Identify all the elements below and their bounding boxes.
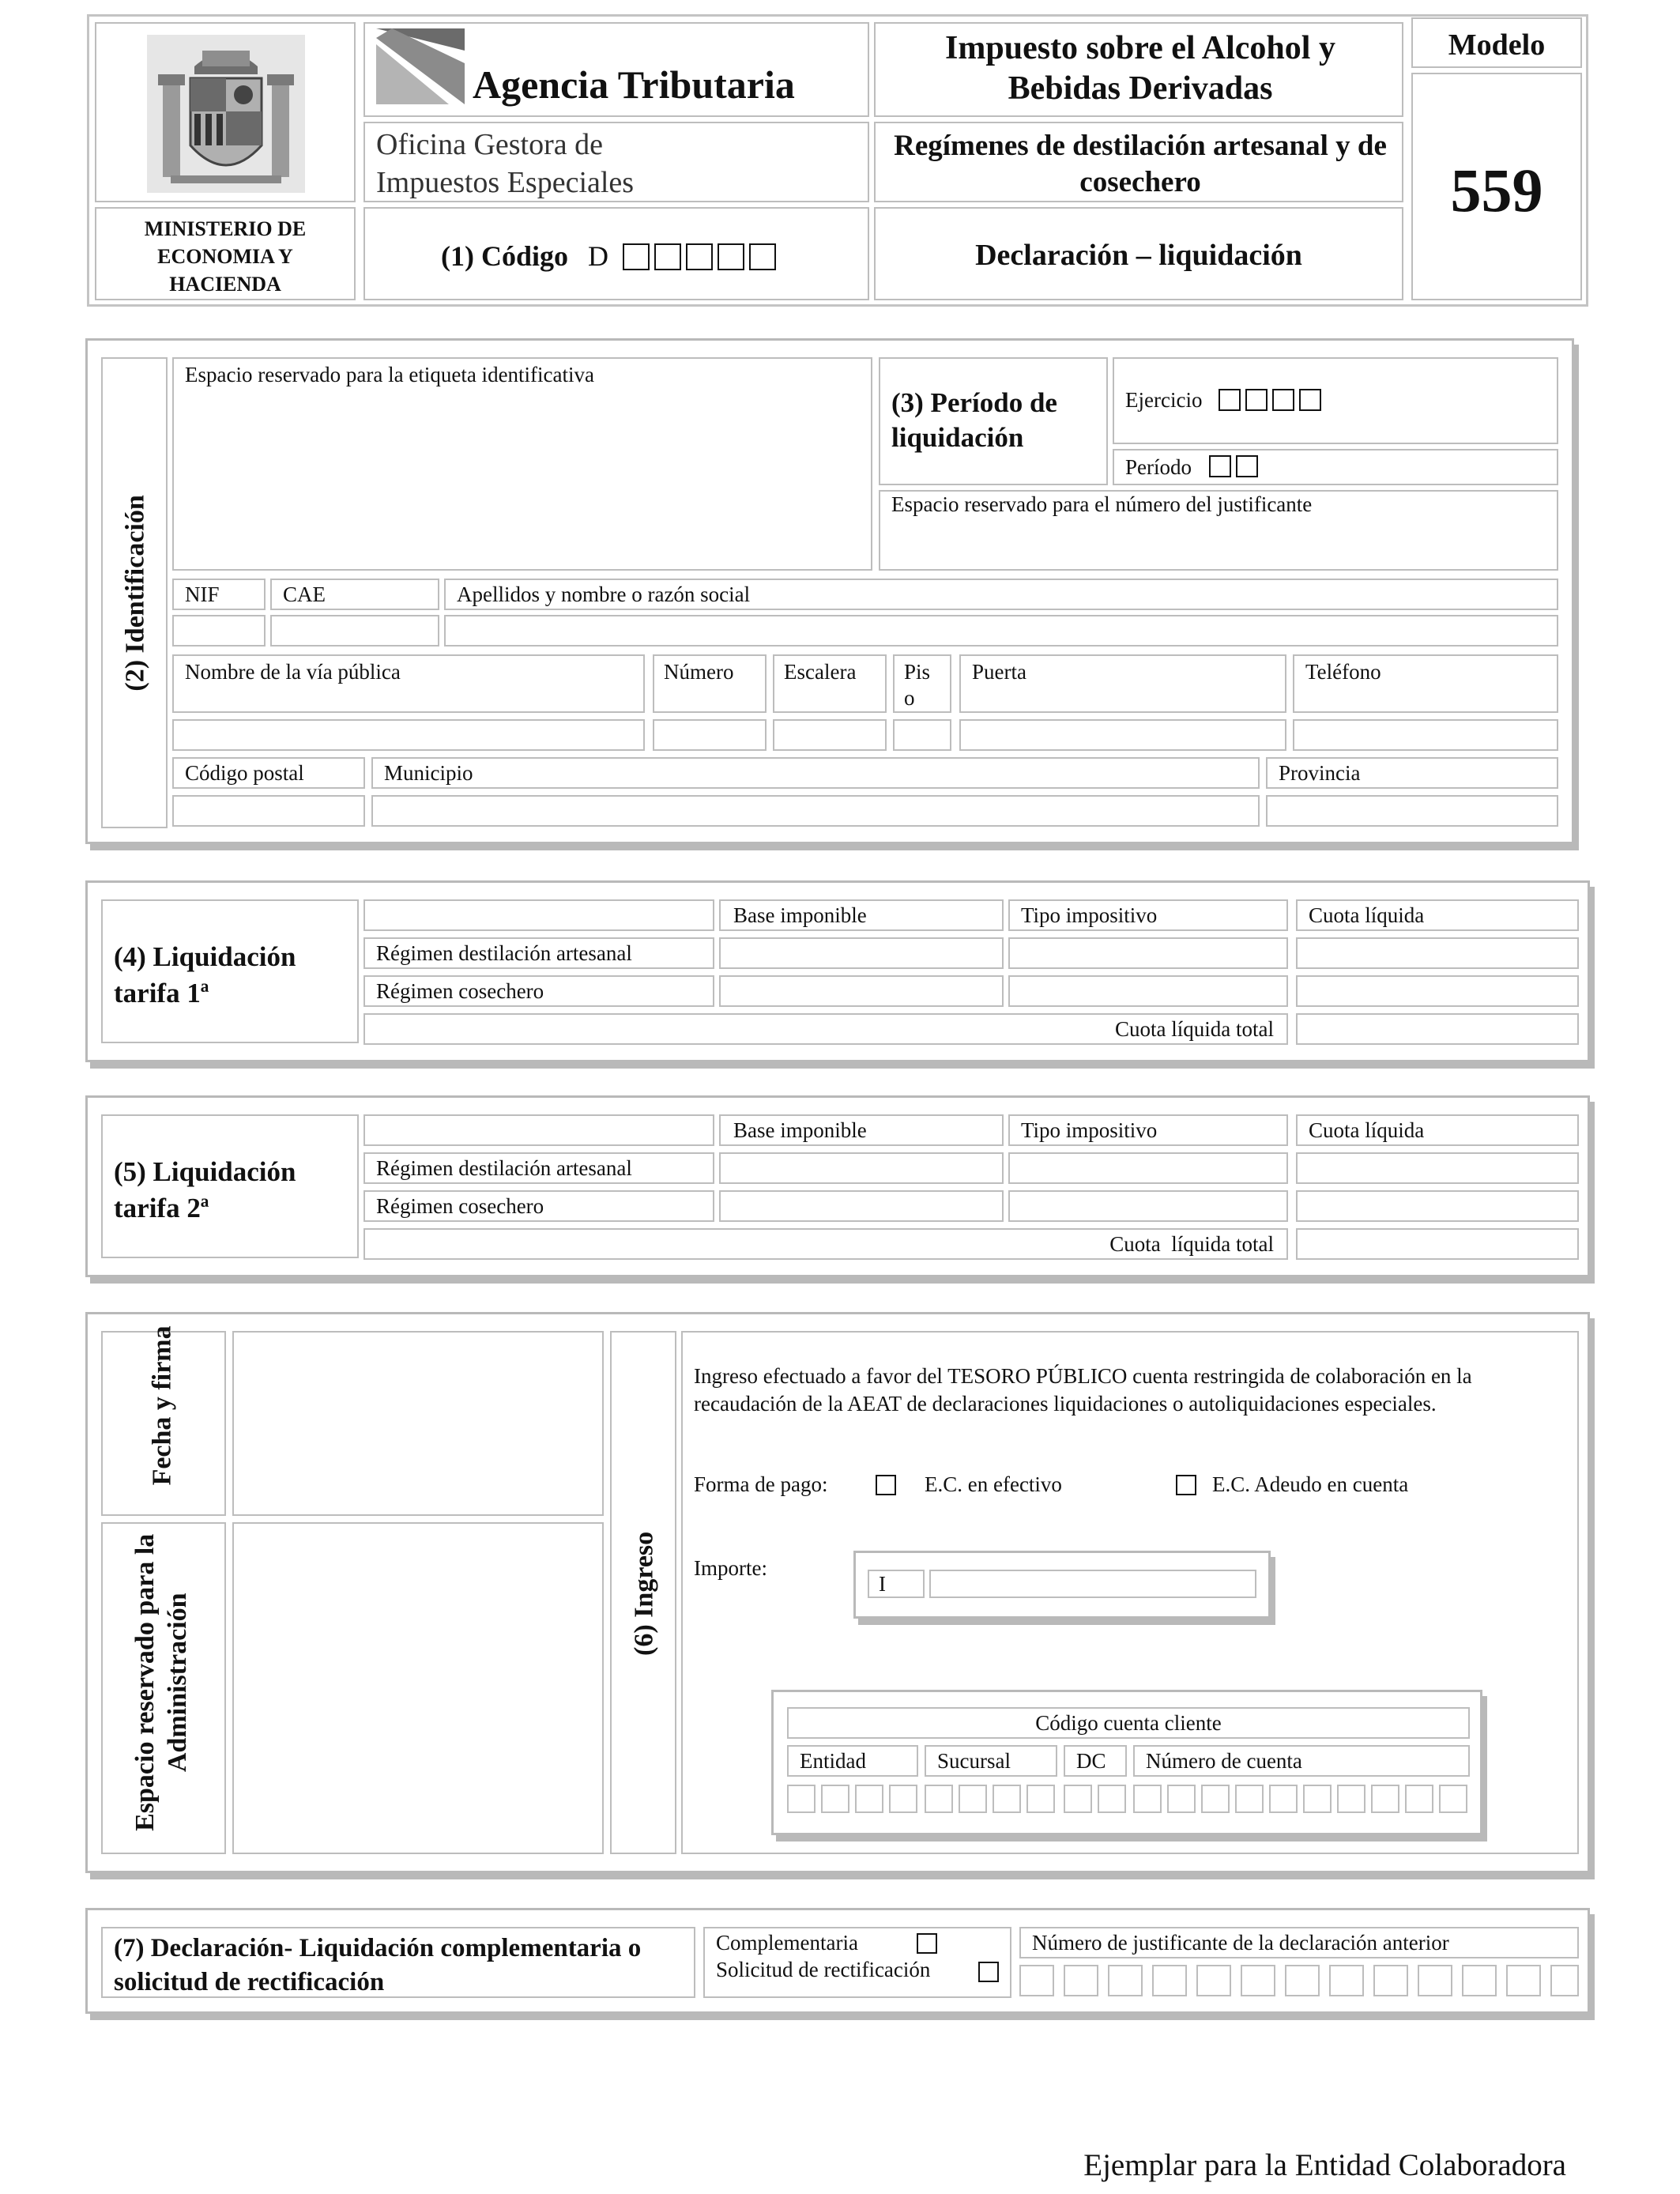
codigo-label: (1) Código xyxy=(441,240,568,272)
liq2-header-base: Base imponible xyxy=(719,1114,1004,1146)
forma-pago-label: Forma de pago: xyxy=(694,1472,828,1496)
liq1-artesanal-tipo[interactable] xyxy=(1008,937,1288,969)
ec-efectivo-label: E.C. en efectivo xyxy=(925,1472,1062,1496)
importe-label: Importe: xyxy=(694,1556,767,1580)
periodo-field-label: Período xyxy=(1125,455,1192,479)
justificante-anterior-digits[interactable] xyxy=(1019,1965,1579,1998)
agency-cell xyxy=(363,22,869,117)
rectificacion-checkbox[interactable] xyxy=(978,1962,999,1982)
liquidacion2-label: (5) Liquidación tarifa 2ª xyxy=(114,1156,296,1223)
label-space[interactable]: Espacio reservado para la etiqueta identificativa xyxy=(172,357,872,571)
tax-title-cell xyxy=(874,22,1403,117)
nif-label-cell: NIF xyxy=(172,579,266,610)
liq2-header-blank xyxy=(363,1114,714,1146)
liq2-header-tipo: Tipo impositivo xyxy=(1008,1114,1288,1146)
regime-title: Regímenes de destilación artesanal y de cosechero xyxy=(894,130,1387,199)
complementaria-options-cell xyxy=(703,1927,1011,1998)
coat-of-arms-cell xyxy=(95,22,356,202)
fecha-firma-side xyxy=(101,1325,226,1516)
ingreso-text: Ingreso efectuado a favor del TESORO PÚBLICO cuenta restringida de colaboración en la recaudación de la AEAT de declaraciones liquidaciones o autoliquidaciones especiales. xyxy=(694,1364,1472,1416)
doc-type: Declaración – liquidación xyxy=(975,239,1302,272)
liq1-cosechero-cuota[interactable] xyxy=(1296,975,1579,1007)
nif-input[interactable] xyxy=(172,615,266,647)
stair-input[interactable] xyxy=(773,719,887,751)
periodo-boxes[interactable] xyxy=(1209,455,1263,477)
tax-title: Impuesto sobre el Alcohol y Bebidas Derivadas xyxy=(945,30,1335,107)
admin-space-side xyxy=(101,1522,226,1854)
agency-logo-icon xyxy=(376,28,465,107)
city-label-cell: Municipio xyxy=(371,757,1260,789)
periodo-label-cell xyxy=(879,357,1108,485)
liq2-total-label-cell: Cuota líquida total xyxy=(363,1228,1288,1260)
ministry-name: MINISTERIO DE ECONOMIA Y HACIENDA xyxy=(144,217,307,296)
identificacion-side xyxy=(101,357,168,828)
codigo-cell xyxy=(363,207,869,300)
liq1-total-label-cell: Cuota líquida total xyxy=(363,1013,1288,1045)
rectificacion-option-label: Solicitud de rectificación xyxy=(716,1958,931,1981)
liq1-header-blank xyxy=(363,899,714,931)
sucursal-label-cell: Sucursal xyxy=(925,1745,1057,1777)
liq2-artesanal-tipo[interactable] xyxy=(1008,1152,1288,1184)
cae-input[interactable] xyxy=(270,615,439,647)
door-label-cell: Puerta xyxy=(959,654,1286,713)
liquidacion1-label-cell xyxy=(101,899,359,1043)
phone-label-cell: Teléfono xyxy=(1293,654,1558,713)
liq1-total-input[interactable] xyxy=(1296,1013,1579,1045)
liq1-artesanal-base[interactable] xyxy=(719,937,1004,969)
complementaria-label-cell xyxy=(101,1927,695,1998)
postal-input[interactable] xyxy=(172,795,365,827)
liq1-header-base: Base imponible xyxy=(719,899,1004,931)
modelo-number: 559 xyxy=(1450,156,1543,224)
justificante-space[interactable]: Espacio reservado para el número del justificante xyxy=(879,490,1558,571)
cuenta-title-cell: Código cuenta cliente xyxy=(787,1707,1470,1739)
postal-label-cell: Código postal xyxy=(172,757,365,789)
door-input[interactable] xyxy=(959,719,1286,751)
liq1-row-cosechero: Régimen cosechero xyxy=(363,975,714,1007)
phone-input[interactable] xyxy=(1293,719,1558,751)
liq1-cosechero-base[interactable] xyxy=(719,975,1004,1007)
office-name: Oficina Gestora de Impuestos Especiales xyxy=(376,128,635,199)
cuenta-digit-row[interactable] xyxy=(787,1785,1470,1816)
agency-name: Agencia Tributaria xyxy=(473,62,795,107)
modelo-label: Modelo xyxy=(1448,28,1546,62)
ejercicio-cell xyxy=(1113,357,1558,444)
regime-cell xyxy=(874,122,1403,202)
ec-efectivo-checkbox[interactable] xyxy=(876,1475,896,1495)
office-cell xyxy=(363,122,869,202)
liq1-header-cuota: Cuota líquida xyxy=(1296,899,1579,931)
coat-of-arms-icon xyxy=(147,35,305,193)
liq1-header-tipo: Tipo impositivo xyxy=(1008,899,1288,931)
name-input[interactable] xyxy=(444,615,1558,647)
liq2-total-input[interactable] xyxy=(1296,1228,1579,1260)
ec-adeudo-checkbox[interactable] xyxy=(1176,1475,1196,1495)
ingreso-label: (6) Ingreso xyxy=(629,1531,659,1656)
number-input[interactable] xyxy=(653,719,767,751)
admin-space-label: Espacio reservado para la Administración xyxy=(130,1533,192,1831)
cae-label-cell: CAE xyxy=(270,579,439,610)
liq2-cosechero-tipo[interactable] xyxy=(1008,1190,1288,1222)
modelo-number-cell xyxy=(1411,73,1582,300)
liquidacion1-label: (4) Liquidación tarifa 1ª xyxy=(114,941,296,1008)
street-input[interactable] xyxy=(172,719,645,751)
liq2-artesanal-base[interactable] xyxy=(719,1152,1004,1184)
floor-label-cell: Pis o xyxy=(893,654,951,713)
liq2-cosechero-base[interactable] xyxy=(719,1190,1004,1222)
province-input[interactable] xyxy=(1266,795,1558,827)
ejercicio-boxes[interactable] xyxy=(1219,389,1326,411)
complementaria-option-label: Complementaria xyxy=(716,1931,858,1955)
liq2-row-cosechero: Régimen cosechero xyxy=(363,1190,714,1222)
identificacion-label: (2) Identificación xyxy=(120,495,150,692)
admin-space-box[interactable] xyxy=(232,1522,604,1854)
ministry-cell xyxy=(95,207,356,300)
importe-prefix-cell: I xyxy=(868,1570,925,1598)
ec-adeudo-label: E.C. Adeudo en cuenta xyxy=(1212,1472,1409,1496)
liq1-row-artesanal: Régimen destilación artesanal xyxy=(363,937,714,969)
liq1-artesanal-cuota[interactable] xyxy=(1296,937,1579,969)
ejercicio-label: Ejercicio xyxy=(1125,388,1203,412)
liquidacion2-label-cell xyxy=(101,1114,359,1258)
street-label-cell: Nombre de la vía pública xyxy=(172,654,645,713)
numero-cuenta-label-cell: Número de cuenta xyxy=(1133,1745,1470,1777)
liq2-cosechero-cuota[interactable] xyxy=(1296,1190,1579,1222)
codigo-digit-boxes[interactable] xyxy=(623,243,781,270)
city-input[interactable] xyxy=(371,795,1260,827)
modelo-label-cell xyxy=(1411,17,1582,68)
ingreso-side xyxy=(610,1331,676,1854)
liq2-header-cuota: Cuota líquida xyxy=(1296,1114,1579,1146)
complementaria-label: (7) Declaración- Liquidación complementaria o solicitud de rectificación xyxy=(114,1934,642,1996)
importe-input[interactable] xyxy=(929,1570,1256,1598)
complementaria-checkbox[interactable] xyxy=(917,1933,937,1954)
periodo-label: (3) Período de liquidación xyxy=(891,387,1057,454)
entidad-label-cell: Entidad xyxy=(787,1745,918,1777)
liq2-row-artesanal: Régimen destilación artesanal xyxy=(363,1152,714,1184)
stair-label-cell: Escalera xyxy=(773,654,887,713)
footer-copy-label: Ejemplar para la Entidad Colaboradora xyxy=(1083,2148,1566,2182)
justificante-anterior-label-cell: Número de justificante de la declaración anterior xyxy=(1019,1927,1579,1958)
liq2-artesanal-cuota[interactable] xyxy=(1296,1152,1579,1184)
floor-input[interactable] xyxy=(893,719,951,751)
number-label-cell: Número xyxy=(653,654,767,713)
fecha-firma-box[interactable] xyxy=(232,1331,604,1516)
doctype-cell xyxy=(874,207,1403,300)
dc-label-cell: DC xyxy=(1064,1745,1127,1777)
codigo-prefix: D xyxy=(588,240,608,272)
province-label-cell: Provincia xyxy=(1266,757,1558,789)
periodo-cell xyxy=(1113,449,1558,485)
name-label-cell: Apellidos y nombre o razón social xyxy=(444,579,1558,610)
liq1-cosechero-tipo[interactable] xyxy=(1008,975,1288,1007)
fecha-firma-label: Fecha y firma xyxy=(147,1325,177,1486)
